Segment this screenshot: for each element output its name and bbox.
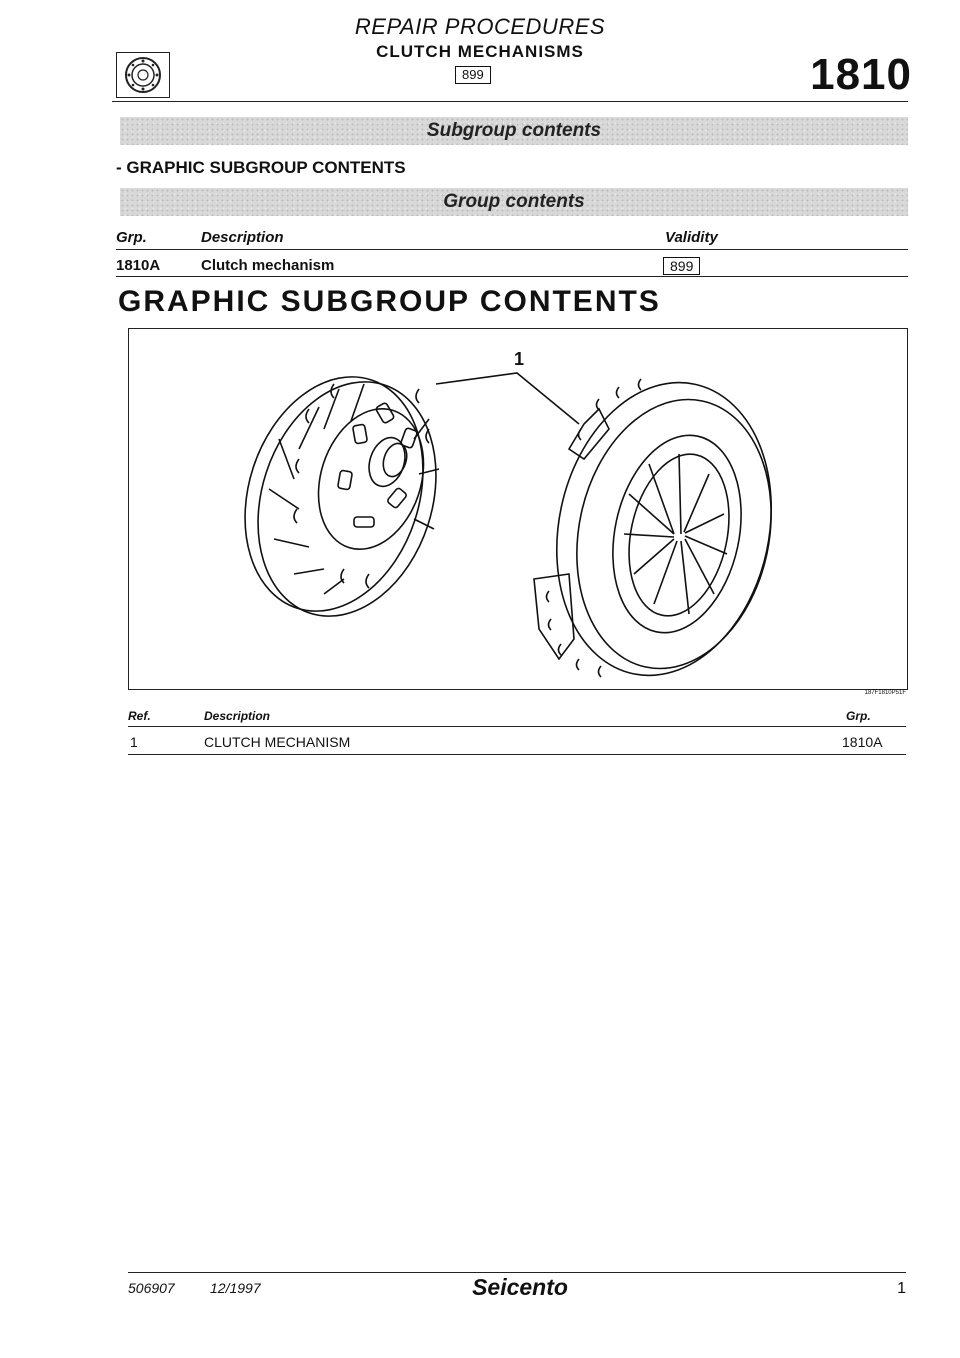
page-title: REPAIR PROCEDURES xyxy=(354,14,606,39)
footer-brand-logo: Seicento xyxy=(472,1274,568,1300)
group-row-grp: 1810A xyxy=(116,257,161,274)
subgroup-item-link[interactable]: - GRAPHIC SUBGROUP CONTENTS xyxy=(116,158,406,177)
group-number: 1810 xyxy=(810,50,912,99)
footer-doc-number: 506907 xyxy=(128,1280,175,1296)
ref-col-description: Description xyxy=(204,709,271,723)
footer-date: 12/1997 xyxy=(210,1280,261,1296)
group-col-grp: Grp. xyxy=(116,229,147,246)
group-band-label: Group contents xyxy=(443,191,585,212)
page-subtitle: CLUTCH MECHANISMS xyxy=(376,42,584,61)
callout-label: 1 xyxy=(514,349,525,369)
ref-col-ref: Ref. xyxy=(128,709,151,723)
clutch-illustration xyxy=(128,328,908,690)
clutch-drawing xyxy=(129,329,907,689)
ref-header-rule xyxy=(128,726,906,727)
group-header-rule xyxy=(116,249,908,250)
ref-row-description[interactable]: CLUTCH MECHANISM xyxy=(204,734,351,750)
group-band xyxy=(120,188,908,216)
ref-row-rule xyxy=(128,754,906,755)
model-badge: 899 xyxy=(455,66,491,84)
group-col-validity: Validity xyxy=(665,229,718,246)
graphic-section-title: GRAPHIC SUBGROUP CONTENTS xyxy=(118,285,661,318)
footer-rule xyxy=(128,1272,906,1273)
ref-row-ref: 1 xyxy=(130,734,138,750)
header-rule xyxy=(112,101,908,102)
group-col-description: Description xyxy=(201,229,284,246)
group-row-validity-badge: 899 xyxy=(663,257,700,275)
group-row-rule xyxy=(116,276,908,277)
group-row-description[interactable]: Clutch mechanism xyxy=(201,257,335,274)
ref-row-grp: 1810A xyxy=(842,734,883,750)
subgroup-band xyxy=(120,117,908,145)
subgroup-band-label: Subgroup contents xyxy=(426,120,602,141)
brand-logo-icon xyxy=(116,52,170,98)
figure-code: 187F1810P51F xyxy=(864,690,906,696)
ref-col-grp: Grp. xyxy=(846,709,871,723)
page-number: 1 xyxy=(897,1280,906,1297)
